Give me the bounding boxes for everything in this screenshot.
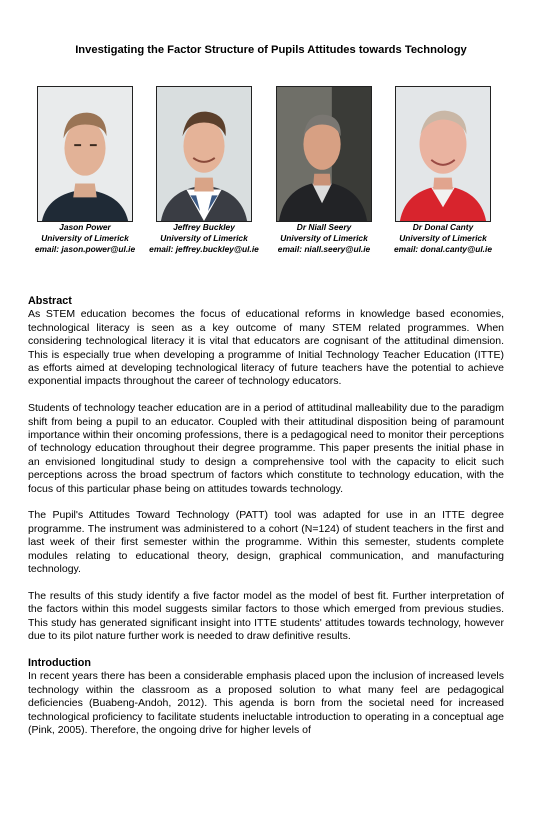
paper-title: Investigating the Factor Structure of Pupils Attitudes towards Technology	[75, 44, 467, 56]
author-photo	[395, 86, 491, 222]
author-photo	[37, 86, 133, 222]
author-card	[381, 86, 505, 255]
author-name: Jeffrey Buckley	[173, 222, 235, 232]
author-name: Jason Power	[59, 222, 111, 232]
abstract-heading: Abstract	[28, 295, 72, 307]
abstract-paragraph: The results of this study identify a five factor model as the model of best fit. Further interpretation of the factors within this model suggests similar factors to those which emerged from previous studies. This study has generated significant insight into ITTE students' attitudes towards technology, however due to its pilot nature further work is needed to draw definitive results.	[28, 589, 504, 643]
abstract-paragraph: Students of technology teacher education are in a period of attitudinal malleability due to the paradigm shift from being a pupil to an educator. Coupled with their attitudinal disposition being of paramount importance within their oncoming professions, there is a pedagogical need to monitor their perceptions of technology education throughout their degree programme. This paper presents the initial phase in an envisioned longitudinal study to design a comprehensive tool with the capacity to elicit such perceptions across the broad spectrum of factors which constitute to technology education, with the focus of this particular phase being on attitudes towards technology.	[28, 402, 504, 495]
author-photo	[276, 86, 372, 222]
abstract-paragraph: As STEM education becomes the focus of educational reforms in knowledge based economies, technological literacy is seen as a key outcome of many STEM related programmes. When considering technological literacy it is vital that educators are cognisant of the attitudinal dimension. This is especially true when developing a programme of Initial Technology Teacher Education (ITTE) as efforts aimed at developing technological literacy of future teachers have the potential to achieve exponential impacts throughout the career of technology educators.	[28, 308, 504, 388]
author-email[interactable]: email: donal.canty@ul.ie	[394, 244, 492, 254]
author-email[interactable]: email: jason.power@ul.ie	[34, 244, 136, 254]
introduction-heading: Introduction	[28, 656, 91, 669]
author-photo	[156, 86, 252, 222]
author-card	[23, 86, 147, 255]
paper-body	[28, 295, 504, 751]
author-affiliation: University of Limerick	[399, 233, 487, 243]
introduction-paragraph: In recent years there has been a considerable emphasis placed upon the inclusion of increased levels technology within the classroom as a proposed solution to what many feel are pedagogical deficiencies (Buabeng-Andoh, 2012). This agenda is born from the societal need for increased technological proficiency to facilitate students ineluctable introduction to operating in a conceptual age (Pink, 2005). Therefore, the ongoing drive for higher levels of	[28, 670, 504, 736]
author-card	[142, 86, 266, 255]
author-email[interactable]: email: niall.seery@ul.ie	[277, 244, 371, 254]
author-card	[262, 86, 386, 255]
author-name: Dr Donal Canty	[412, 222, 474, 232]
author-name: Dr Niall Seery	[296, 222, 352, 232]
author-affiliation: University of Limerick	[41, 233, 129, 243]
abstract-paragraph: The Pupil's Attitudes Toward Technology (PATT) tool was adapted for use in an ITTE degree programme. The instrument was administered to a cohort (N=124) of student teachers in the first and last week of their first semester within the programme. Within this semester, students complete modules relating to educational theory, design, graphical communication, and manufacturing technology.	[28, 509, 504, 576]
author-affiliation: University of Limerick	[160, 233, 248, 243]
author-affiliation: University of Limerick	[280, 233, 368, 243]
author-email[interactable]: email: jeffrey.buckley@ul.ie	[149, 244, 259, 254]
